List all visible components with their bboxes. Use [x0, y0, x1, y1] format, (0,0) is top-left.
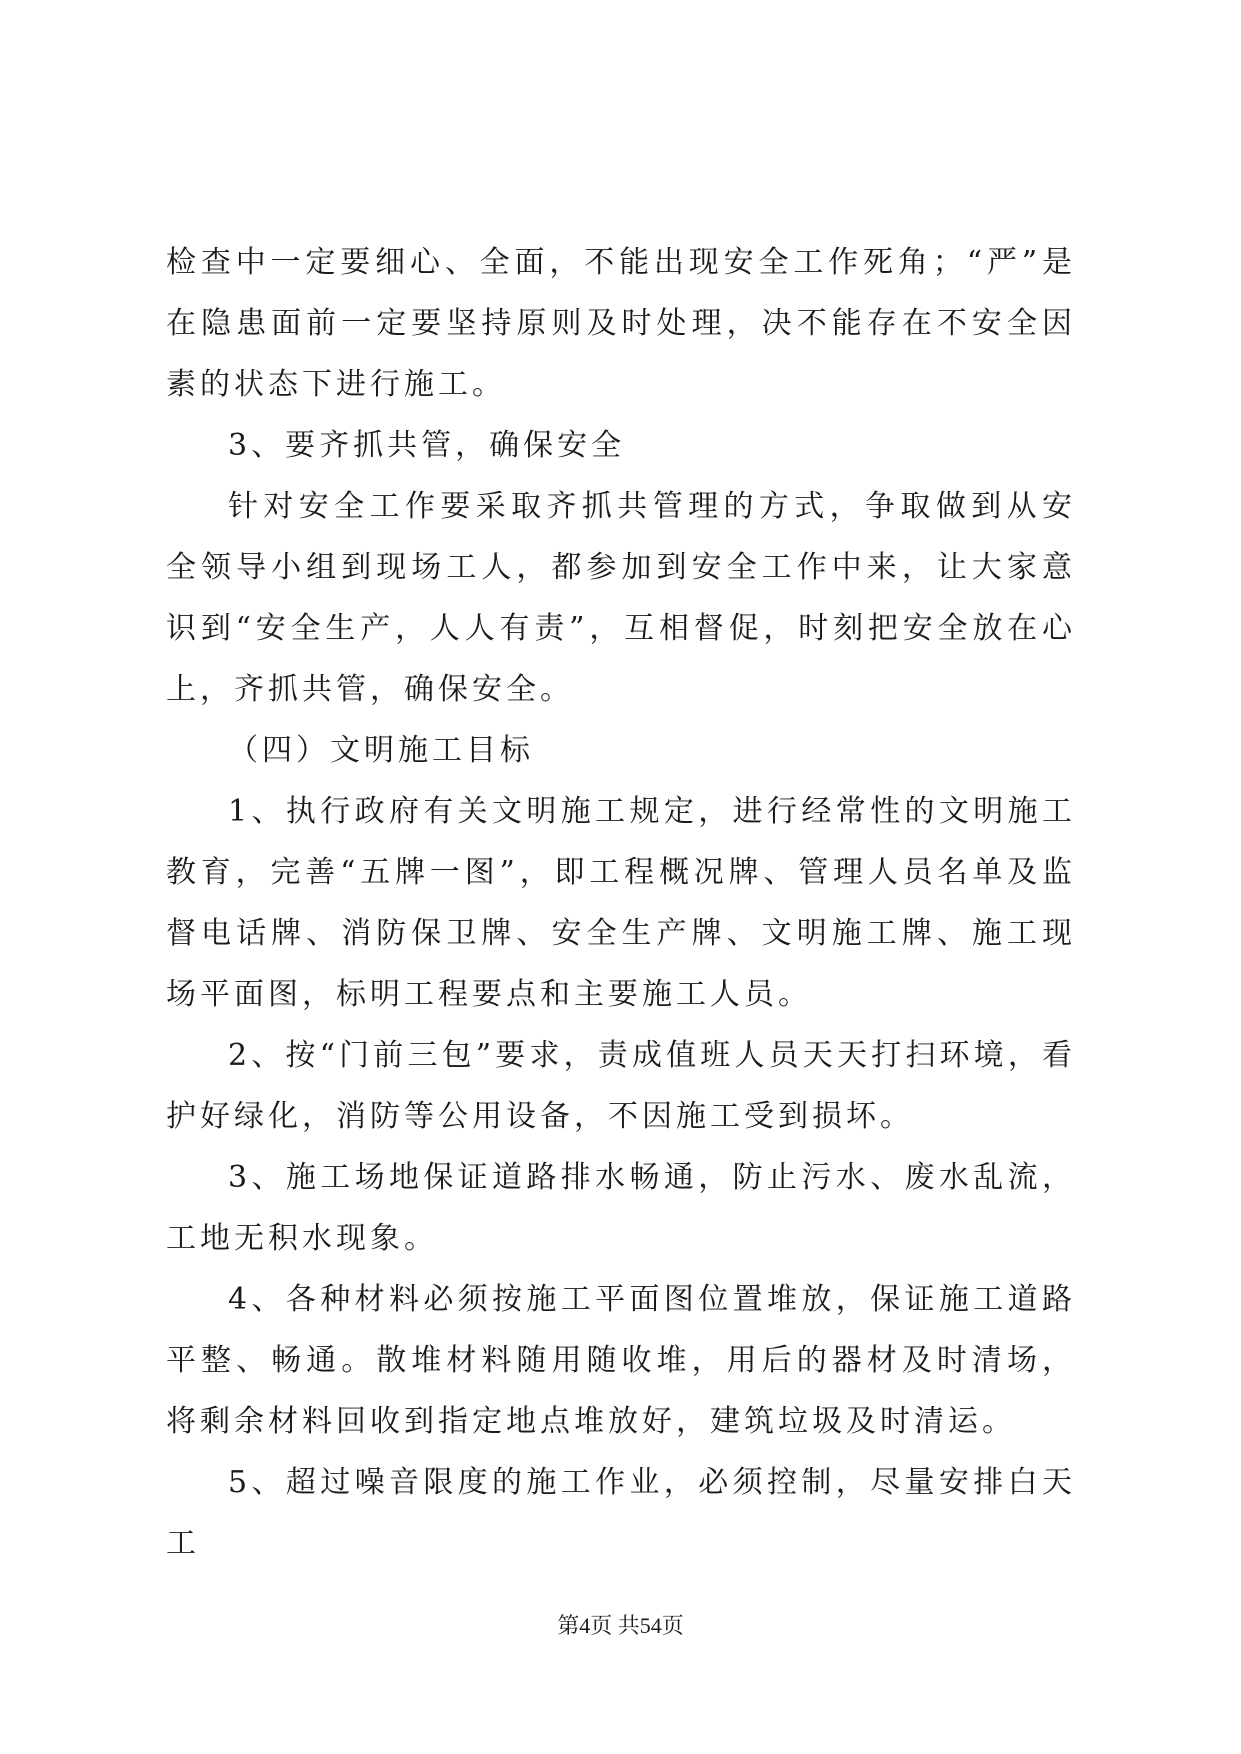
section-heading-four: （四）文明施工目标: [228, 733, 534, 768]
list-item-1: 1、执行政府有关文明施工规定，进行经常性的文明施工教育，完善“五牌一图”，即工程概况牌、管理人员名单及监督电话牌、消防保卫牌、安全生产牌、文明施工牌、施工现场平面图，标明工程要点和主要施工人员。: [166, 794, 1076, 1012]
section-heading-3: 3、要齐抓共管，确保安全: [228, 428, 626, 463]
list-item-2: 2、按“门前三包”要求，责成值班人员天天打扫环境，看护好绿化，消防等公用设备，不因施工受到损坏。: [166, 1038, 1076, 1134]
list-item-3: 3、施工场地保证道路排水畅通，防止污水、废水乱流，工地无积水现象。: [166, 1160, 1076, 1256]
page-footer: 第4页 共54页: [557, 1613, 684, 1638]
list-item-4: 4、各种材料必须按施工平面图位置堆放，保证施工道路平整、畅通。散堆材料随用随收堆，用后的器材及时清场，将剩余材料回收到指定地点堆放好，建筑垃圾及时清运。: [166, 1282, 1076, 1439]
paragraph-1: 检查中一定要细心、全面，不能出现安全工作死角；“严”是在隐患面前一定要坚持原则及时处理，决不能存在不安全因素的状态下进行施工。: [166, 245, 1076, 402]
document-body: [166, 232, 1076, 1574]
list-item-5: 5、超过噪音限度的施工作业，必须控制，尽量安排白天工: [166, 1465, 1076, 1561]
paragraph-2: 针对安全工作要采取齐抓共管理的方式，争取做到从安全领导小组到现场工人，都参加到安全工作中来，让大家意识到“安全生产，人人有责”，互相督促，时刻把安全放在心上，齐抓共管，确保安全。: [166, 489, 1076, 707]
